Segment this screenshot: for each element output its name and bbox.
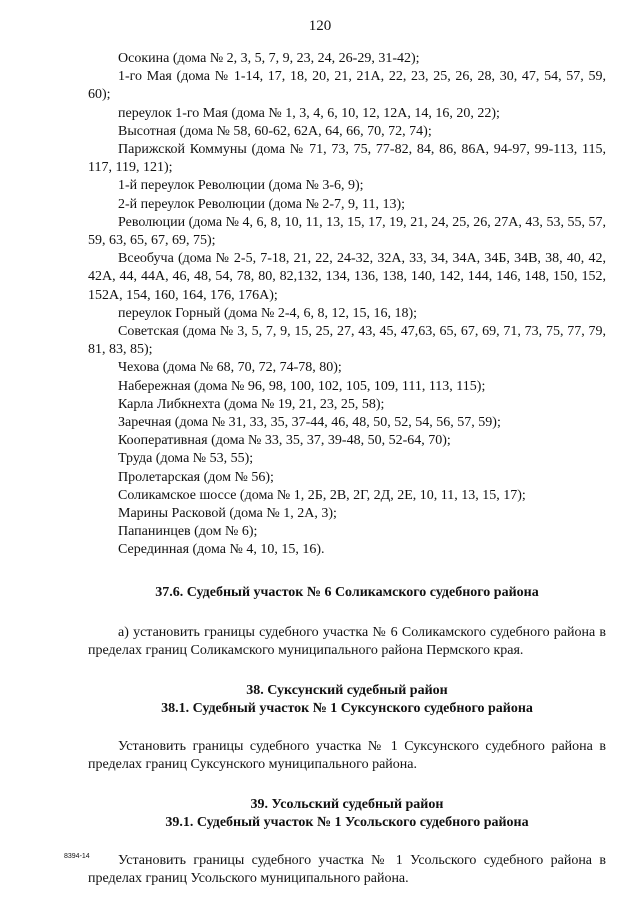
section-text-39-1: Установить границы судебного участка № 1 Усольского судебного района в пределах границ Усольского муниципального района. [88,852,606,886]
section-heading-39-1: 39.1. Судебный участок № 1 Усольского судебного района [165,814,529,830]
document-code: 8394-14 [64,853,90,860]
section-text-37-6: а) установить границы судебного участка № 6 Соликамского судебного района в пределах границ Соликамского муниципального района Пермского края. [88,624,606,658]
street-list [88,50,606,560]
section-text-38-1: Установить границы судебного участка № 1 Суксунского судебного района в пределах границ Суксунского муниципального района. [88,738,606,772]
street-item: Всеобуча (дома № 2-5, 7-18, 21, 22, 24-32, 32А, 33, 34, 34А, 34Б, 34В, 38, 40, 42, 42А, 44, 44А, 46, 48, 54, 78, 80, 82,132, 134, 136, 138, 140, 142, 144, 146, 148, 150, 152, 152А, 154, 160, 164, 176, 176А); [88,251,606,303]
street-item: Заречная (дома № 31, 33, 35, 37-44, 46, 48, 50, 52, 54, 56, 57, 59); [118,415,501,431]
street-item: Марины Расковой (дома № 1, 2А, 3); [118,506,337,522]
street-item: Серединная (дома № 4, 10, 15, 16). [118,542,325,558]
section-heading-38: 38. Суксунский судебный район [246,682,448,698]
document-body [88,50,606,888]
street-item: Революции (дома № 4, 6, 8, 10, 11, 13, 15, 17, 19, 21, 24, 25, 26, 27А, 43, 53, 55, 57, 59, 63, 65, 67, 69, 75); [88,214,606,249]
street-item: Набережная (дома № 96, 98, 100, 102, 105, 109, 111, 113, 115); [118,378,486,394]
street-item: Чехова (дома № 68, 70, 72, 74-78, 80); [118,360,342,376]
street-item: Папанинцев (дом № 6); [118,524,258,540]
street-item: Высотная (дома № 58, 60-62, 62А, 64, 66, 70, 72, 74); [118,123,432,139]
section-heading-39: 39. Усольский судебный район [250,796,444,812]
street-item: Кооперативная (дома № 33, 35, 37, 39-48, 50, 52-64, 70); [118,433,451,449]
section-heading-37-6: 37.6. Судебный участок № 6 Соликамского судебного района [155,584,539,600]
street-item: Пролетарская (дом № 56); [118,469,274,485]
street-item: Соликамское шоссе (дома № 1, 2Б, 2В, 2Г, 2Д, 2Е, 10, 11, 13, 15, 17); [118,487,526,503]
street-item: 1-й переулок Революции (дома № 3-6, 9); [118,178,364,194]
street-item: Советская (дома № 3, 5, 7, 9, 15, 25, 27, 43, 45, 47,63, 65, 67, 69, 71, 73, 75, 77, 79, 81, 83, 85); [88,324,606,358]
page-number: 120 [308,18,332,34]
street-item: переулок Горный (дома № 2-4, 6, 8, 12, 15, 16, 18); [118,305,418,321]
street-item: Парижской Коммуны (дома № 71, 73, 75, 77-82, 84, 86, 86А, 94-97, 99-113, 115, 117, 119, 121); [88,142,606,176]
street-item: 2-й переулок Революции (дома № 2-7, 9, 11, 13); [118,196,406,212]
street-item: Карла Либкнехта (дома № 19, 21, 23, 25, 58); [118,396,385,412]
street-item: Труда (дома № 53, 55); [118,451,254,467]
street-item: переулок 1-го Мая (дома № 1, 3, 4, 6, 10, 12, 12А, 14, 16, 20, 22); [118,105,500,121]
street-item: Осокина (дома № 2, 3, 5, 7, 9, 23, 24, 26-29, 31-42); [118,51,420,66]
section-heading-38-1: 38.1. Судебный участок № 1 Суксунского судебного района [161,700,533,716]
street-item: 1-го Мая (дома № 1-14, 17, 18, 20, 21, 21А, 22, 23, 25, 26, 28, 30, 47, 54, 57, 59, 60); [88,69,606,103]
